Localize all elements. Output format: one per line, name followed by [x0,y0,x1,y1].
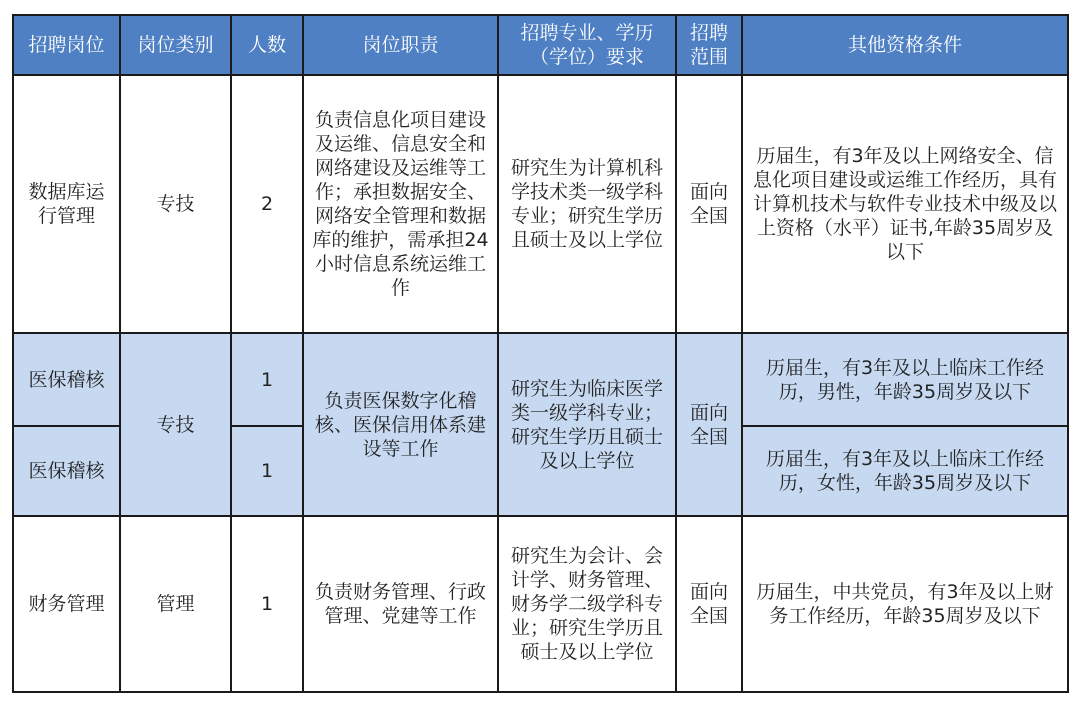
cell-duties: 负责财务管理、行政管理、党建等工作 [303,516,498,692]
cell-major: 研究生为会计、会计学、财务管理、财务学二级学科专业；研究生学历且硕士及以上学位 [498,516,676,692]
header-major: 招聘专业、学历（学位）要求 [498,15,676,75]
recruitment-table [12,14,1069,693]
cell-count: 1 [231,516,303,692]
table-header-row [13,15,1068,75]
cell-duties: 负责医保数字化稽核、医保信用体系建设等工作 [303,333,498,516]
cell-scope: 面向全国 [676,75,742,333]
header-count: 人数 [231,15,303,75]
cell-other: 历届生，有3年及以上临床工作经历，女性，年龄35周岁及以下 [742,426,1068,516]
header-position: 招聘岗位 [13,15,120,75]
cell-count: 1 [231,333,303,426]
header-scope: 招聘范围 [676,15,742,75]
cell-category: 专技 [120,75,231,333]
cell-category: 管理 [120,516,231,692]
cell-duties: 负责信息化项目建设及运维、信息安全和网络建设及运维等工作；承担数据安全、网络安全管理和数据库的维护，需承担24小时信息系统运维工作 [303,75,498,333]
cell-position: 医保稽核 [13,333,120,426]
cell-scope: 面向全国 [676,333,742,516]
table-row [13,333,1068,426]
table-row [13,75,1068,333]
cell-major: 研究生为临床医学类一级学科专业；研究生学历且硕士及以上学位 [498,333,676,516]
cell-position: 数据库运行管理 [13,75,120,333]
cell-other: 历届生，中共党员，有3年及以上财务工作经历，年龄35周岁及以下 [742,516,1068,692]
header-duties: 岗位职责 [303,15,498,75]
cell-major: 研究生为计算机科学技术类一级学科专业；研究生学历且硕士及以上学位 [498,75,676,333]
table-row [13,516,1068,692]
cell-position: 财务管理 [13,516,120,692]
cell-other: 历届生，有3年及以上网络安全、信息化项目建设或运维工作经历，具有计算机技术与软件专业技术中级及以上资格（水平）证书,年龄35周岁及以下 [742,75,1068,333]
cell-position: 医保稽核 [13,426,120,516]
cell-count: 1 [231,426,303,516]
header-other: 其他资格条件 [742,15,1068,75]
cell-scope: 面向全国 [676,516,742,692]
cell-category: 专技 [120,333,231,516]
cell-other: 历届生，有3年及以上临床工作经历，男性，年龄35周岁及以下 [742,333,1068,426]
cell-count: 2 [231,75,303,333]
header-category: 岗位类别 [120,15,231,75]
